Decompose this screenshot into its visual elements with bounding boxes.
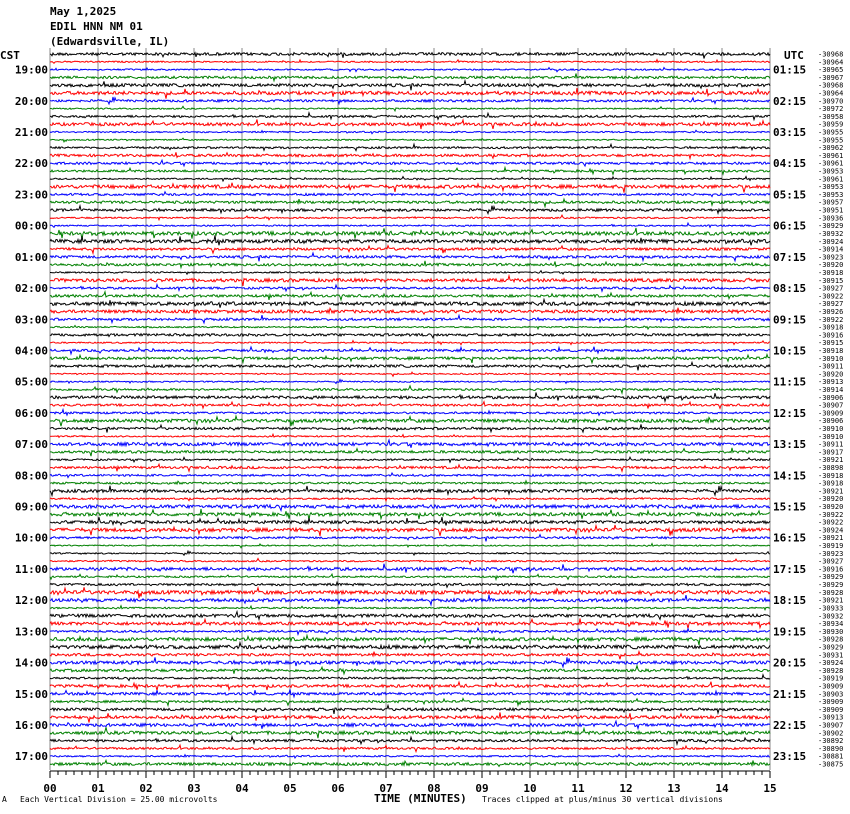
hour-label-utc: 22:15 [773,718,807,732]
seismic-trace [50,457,770,462]
hour-label-cst: 14:00 [14,656,48,670]
seismic-trace [50,152,770,158]
x-tick-label: 05 [283,782,297,795]
seismic-trace [50,235,770,245]
x-tick-label: 01 [91,782,105,795]
trace-offset-label: -30968 [818,81,844,90]
seismic-trace [50,657,770,667]
trace-offset-label: -30920 [818,370,844,379]
trace-offset-label: -30919 [818,542,844,551]
seismic-trace [50,315,770,323]
seismic-trace [50,517,770,525]
hour-label-utc: 02:15 [773,94,807,108]
trace-offset-label: -30965 [818,66,844,75]
x-tick-label: 12 [619,782,633,795]
hour-label-cst: 22:00 [14,157,48,171]
trace-offset-label: -30929 [818,581,844,590]
seismic-trace [50,682,770,691]
trace-offset-label: -30926 [818,307,844,316]
seismic-trace [50,544,770,548]
seismic-trace [50,754,770,758]
seismic-trace [50,347,770,354]
trace-offset-label: -30920 [818,495,844,504]
hour-label-cst: 13:00 [14,625,48,639]
seismic-trace [50,721,770,729]
seismic-trace [50,402,770,409]
hour-label-utc: 04:15 [773,157,807,171]
trace-offset-label: -30890 [818,744,844,753]
trace-offset-label: -30964 [818,89,844,98]
hour-label-cst: 23:00 [14,188,48,202]
trace-offset-label: -30910 [818,354,844,363]
hour-label-utc: 03:15 [773,126,807,140]
trace-offset-label: -30961 [818,159,844,168]
trace-offset-label: -30902 [818,729,844,738]
seismic-trace [50,587,770,598]
x-tick-label: 08 [427,782,441,795]
seismic-trace [50,106,770,111]
trace-offset-label: -30922 [818,518,844,527]
trace-offset-label: -30957 [818,198,844,207]
trace-offset-label: -30916 [818,331,844,340]
seismic-trace [50,261,770,268]
seismic-trace [50,138,770,142]
hour-label-cst: 17:00 [14,750,48,764]
trace-offset-label: -30967 [818,73,844,82]
trace-offset-label: -30936 [818,214,844,223]
trace-offset-label: -30932 [818,229,844,238]
hour-label-utc: 09:15 [773,313,807,327]
x-tick-label: 11 [571,782,585,795]
seismic-trace [50,60,770,64]
trace-offset-label: -30928 [818,588,844,597]
seismic-trace [50,564,770,574]
seismic-trace [50,215,770,220]
trace-offset-label: -30934 [818,620,844,629]
trace-offset-label: -30892 [818,737,844,746]
seismic-trace [50,424,770,432]
seismic-trace [50,416,770,426]
seismic-trace [50,386,770,393]
trace-offset-label: -30924 [818,237,844,246]
seismic-trace [50,643,770,649]
seismic-trace [50,74,770,81]
hour-label-utc: 06:15 [773,219,807,233]
seismic-trace [50,595,770,605]
hour-label-cst: 19:00 [14,63,48,77]
hour-label-cst: 01:00 [14,250,48,264]
seismic-trace [50,362,770,370]
seismic-trace [50,292,770,300]
hour-label-cst: 12:00 [14,594,48,608]
seismic-trace [50,505,770,511]
x-tick-label: 04 [235,782,249,795]
seismic-trace [50,612,770,620]
trace-offset-label: -30924 [818,659,844,668]
seismic-trace [50,666,770,674]
trace-offset-label: -30922 [818,510,844,519]
trace-offset-label: -30913 [818,378,844,387]
trace-offset-label: -30919 [818,674,844,683]
hour-label-utc: 13:15 [773,438,807,452]
trace-offset-label: -30955 [818,136,844,145]
hour-label-cst: 20:00 [14,94,48,108]
trace-offset-label: -30955 [818,128,844,137]
seismic-trace [50,619,770,629]
trace-offset-label: -30903 [818,690,844,699]
x-tick-label: 10 [523,782,537,795]
trace-offset-label: -30915 [818,276,844,285]
hour-label-utc: 17:15 [773,562,807,576]
x-tick-label: 09 [475,782,489,795]
trace-offset-label: -30922 [818,315,844,324]
hour-label-utc: 10:15 [773,344,807,358]
seismic-trace [50,486,770,496]
trace-offset-label: -30918 [818,346,844,355]
trace-offset-label: -30921 [818,534,844,543]
scale-note: Each Vertical Division = 25.00 microvolts [20,795,218,804]
hour-label-cst: 06:00 [14,406,48,420]
seismic-trace [50,271,770,275]
trace-offset-label: -30958 [818,112,844,121]
hour-label-utc: 07:15 [773,250,807,264]
trace-offset-label: -30964 [818,58,844,67]
trace-offset-label: -30918 [818,471,844,480]
x-tick-label: 03 [187,782,201,795]
hour-label-cst: 05:00 [14,375,48,389]
trace-offset-label: -30910 [818,432,844,441]
trace-offset-label: -30921 [818,596,844,605]
hour-label-utc: 20:15 [773,656,807,670]
seismic-trace [50,246,770,254]
seismic-trace [50,574,770,579]
x-tick-label: 14 [715,782,729,795]
trace-offset-label: -30921 [818,487,844,496]
hour-label-utc: 08:15 [773,282,807,296]
trace-offset-label: -30906 [818,393,844,402]
trace-offset-label: -30972 [818,105,844,114]
seismic-trace [50,410,770,416]
trace-offset-label: -30929 [818,222,844,231]
seismic-trace [50,177,770,182]
trace-offset-label: -30918 [818,479,844,488]
trace-offset-label: -30881 [818,752,844,761]
trace-offset-label: -30961 [818,175,844,184]
trace-offset-label: -30915 [818,339,844,348]
seismic-trace [50,223,770,227]
seismic-trace [50,334,770,338]
seismic-trace [50,635,770,645]
seismic-trace [50,760,770,766]
seismic-trace [50,113,770,120]
trace-offset-label: -30924 [818,526,844,535]
trace-offset-label: -30968 [818,50,844,59]
trace-offset-label: -30923 [818,253,844,262]
trace-offset-label: -30953 [818,183,844,192]
trace-offset-label: -30918 [818,323,844,332]
seismic-trace [50,97,770,104]
x-tick-label: 02 [139,782,153,795]
seismic-trace [50,393,770,402]
x-tick-label: 07 [379,782,393,795]
trace-offset-label: -30918 [818,268,844,277]
hour-label-utc: 19:15 [773,625,807,639]
seismic-trace [50,712,770,722]
seismic-trace [50,299,770,307]
seismic-trace [50,551,770,555]
seismic-trace [50,206,770,214]
station-label: EDIL HNN NM 01 [50,20,143,33]
trace-offset-label: -30933 [818,604,844,613]
trace-offset-label: -30970 [818,97,844,106]
trace-offset-label: -30913 [818,713,844,722]
trace-offset-label: -30917 [818,448,844,457]
seismic-trace [50,325,770,329]
seismic-trace [50,253,770,261]
trace-offset-label: -30907 [818,721,844,730]
trace-offset-label: -30916 [818,565,844,574]
seismic-trace [50,525,770,536]
trace-offset-label: -30909 [818,409,844,418]
seismic-trace [50,434,770,438]
cst-label: CST [0,49,20,62]
hour-label-cst: 10:00 [14,531,48,545]
seismic-trace [50,699,770,706]
seismic-trace [50,628,770,634]
seismic-trace [50,144,770,150]
trace-offset-label: -30911 [818,440,844,449]
hour-label-utc: 18:15 [773,594,807,608]
hour-label-cst: 02:00 [14,282,48,296]
seismic-trace [50,276,770,286]
hour-label-cst: 08:00 [14,469,48,483]
hour-label-utc: 05:15 [773,188,807,202]
hour-label-utc: 11:15 [773,375,807,389]
seismic-trace [50,582,770,587]
x-tick-label: 00 [43,782,57,795]
seismic-trace [50,464,770,471]
seismic-trace [50,509,770,520]
date-label: May 1,2025 [50,5,117,18]
utc-label: UTC [784,49,804,62]
trace-offset-label: -30931 [818,651,844,660]
trace-offset-label: -30920 [818,503,844,512]
seismic-trace [50,689,770,696]
hour-label-utc: 23:15 [773,750,807,764]
location-label: (Edwardsville, IL) [50,35,170,48]
trace-offset-label: -30959 [818,120,844,129]
hour-label-cst: 15:00 [14,687,48,701]
seismic-trace [50,130,770,133]
hour-label-cst: 09:00 [14,500,48,514]
trace-offset-label: -30928 [818,635,844,644]
seismic-trace [50,440,770,448]
hour-label-cst: 16:00 [14,718,48,732]
hour-label-utc: 12:15 [773,406,807,420]
seismic-trace [50,53,770,59]
trace-offset-label: -30909 [818,682,844,691]
seismic-trace [50,308,770,314]
seismic-trace [50,705,770,714]
hour-label-cst: 04:00 [14,344,48,358]
x-tick-label: 13 [667,782,681,795]
seismic-trace [50,228,770,239]
seismic-trace [50,559,770,564]
seismic-trace [50,355,770,363]
seismic-trace [50,448,770,456]
trace-offset-label: -30914 [818,385,844,394]
seismic-trace [50,380,770,384]
seismic-trace [50,727,770,738]
seismic-trace [50,160,770,166]
seismic-trace [50,675,770,681]
trace-offset-label: -30930 [818,627,844,636]
trace-offset-label: -30928 [818,666,844,675]
seismic-trace [50,652,770,660]
seismic-trace [50,88,770,99]
trace-offset-label: -30875 [818,760,844,769]
hour-label-cst: 00:00 [14,219,48,233]
trace-offset-label: -30962 [818,144,844,153]
hour-label-utc: 15:15 [773,500,807,514]
trace-offset-label: -30923 [818,549,844,558]
seismic-trace [50,606,770,610]
hour-label-utc: 21:15 [773,687,807,701]
trace-offset-label: -30906 [818,417,844,426]
seismic-trace [50,199,770,207]
seismic-trace [50,183,770,193]
trace-offset-label: -30929 [818,573,844,582]
seismic-trace [50,168,770,175]
hour-label-cst: 03:00 [14,313,48,327]
trace-offset-label: -30907 [818,401,844,410]
seismic-trace [50,481,770,485]
hour-label-cst: 07:00 [14,438,48,452]
x-tick-label: 15 [763,782,777,795]
seismic-trace [50,535,770,542]
trace-offset-label: -30914 [818,245,844,254]
trace-offset-label: -30920 [818,261,844,270]
hour-label-cst: 11:00 [14,562,48,576]
trace-offset-label: -30921 [818,456,844,465]
trace-offset-label: -30910 [818,425,844,434]
x-axis-title: TIME (MINUTES) [374,792,467,805]
seismic-trace [50,341,770,345]
seismic-trace [50,497,770,501]
hour-label-utc: 01:15 [773,63,807,77]
trace-offset-label: -30953 [818,190,844,199]
seismic-trace [50,285,770,292]
trace-offset-label: -30951 [818,206,844,215]
hour-label-cst: 21:00 [14,126,48,140]
trace-offset-label: -30927 [818,557,844,566]
trace-offset-label: -30953 [818,167,844,176]
seismic-trace [50,372,770,376]
seismic-trace [50,192,770,197]
trace-offset-label: -30927 [818,300,844,309]
seismic-trace [50,745,770,752]
seismic-trace [50,737,770,745]
trace-offset-label: -30961 [818,151,844,160]
trace-offset-label: -30932 [818,612,844,621]
seismic-trace [50,68,770,72]
mini-mark: A [2,795,7,804]
trace-offset-label: -30898 [818,464,844,473]
trace-offset-label: -30909 [818,705,844,714]
x-tick-label: 06 [331,782,345,795]
hour-label-utc: 16:15 [773,531,807,545]
trace-offset-label: -30911 [818,362,844,371]
seismic-trace [50,473,770,478]
seismic-trace [50,81,770,91]
trace-offset-label: -30909 [818,698,844,707]
trace-offset-label: -30929 [818,643,844,652]
seismic-trace [50,119,770,129]
clip-note: Traces clipped at plus/minus 30 vertical divisions [482,795,723,804]
hour-label-utc: 14:15 [773,469,807,483]
trace-offset-label: -30922 [818,292,844,301]
trace-offset-label: -30927 [818,284,844,293]
